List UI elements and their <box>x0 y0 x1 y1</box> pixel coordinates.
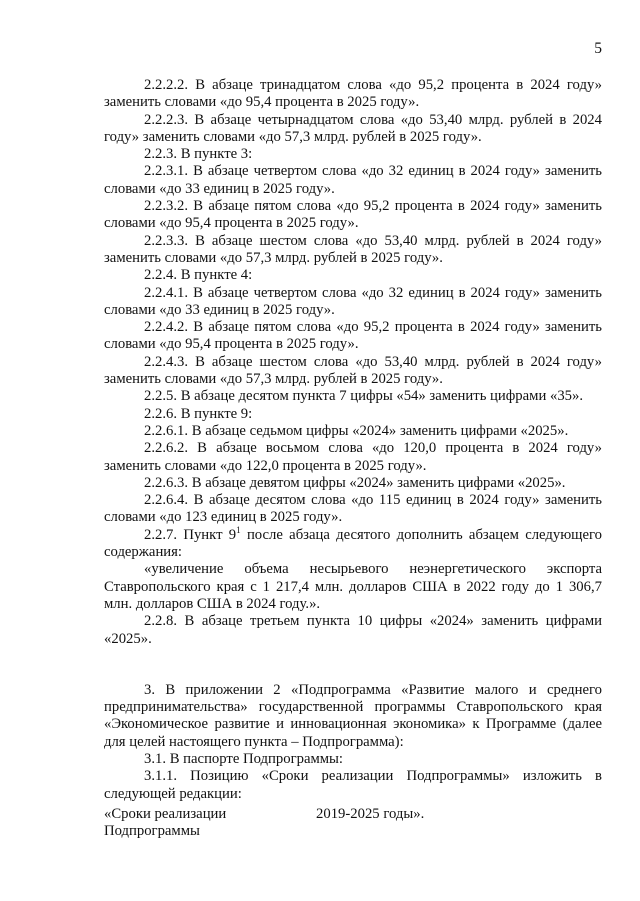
paragraph-2-2-3-1: 2.2.3.1. В абзаце четвертом слова «до 32 единиц в 2024 году» заменить словами «до 33 единиц в 2025 году». <box>104 163 602 197</box>
position-name-line-1: «Сроки реализации <box>104 806 227 822</box>
paragraph-2-2-5: 2.2.5. В абзаце десятом пункта 7 цифры «54» заменить цифрами «35». <box>144 388 584 405</box>
paragraph-2-2-6-2: 2.2.6.2. В абзаце восьмом слова «до 120,0 процента в 2024 году» заменить словами «до 122,0 процента в 2025 году». <box>104 440 602 474</box>
paragraph-2-2-4-2: 2.2.4.2. В абзаце пятом слова «до 95,2 процента в 2024 году» заменить словами «до 95,4 процента в 2025 году». <box>104 319 602 353</box>
paragraph-2-2-3-3: 2.2.3.3. В абзаце шестом слова «до 53,40 млрд. рублей в 2024 году» заменить словами «до 57,3 млрд. рублей в 2025 году». <box>104 232 602 266</box>
passport-position-table <box>104 806 602 841</box>
position-value-cell: 2019-2025 годы». <box>316 806 425 822</box>
paragraph-2-2-4-3: 2.2.4.3. В абзаце шестом слова «до 53,40 млрд. рублей в 2024 году» заменить словами «до 57,3 млрд. рублей в 2025 году». <box>104 353 602 388</box>
paragraph-2-2-2-2: 2.2.2.2. В абзаце тринадцатом слова «до 95,2 процента в 2024 году» заменить словами «до 95,4 процента в 2025 году». <box>104 77 602 111</box>
paragraph-2-2-6-3: 2.2.6.3. В абзаце девятом цифры «2024» заменить цифрами «2025». <box>144 474 566 491</box>
paragraph-2-2-6-4: 2.2.6.4. В абзаце десятом слова «до 115 единиц в 2024 году» заменить словами «до 123 единиц в 2025 году». <box>104 492 602 526</box>
paragraph-3-1: 3.1. В паспорте Подпрограммы: <box>144 750 344 767</box>
table-row <box>104 806 602 841</box>
paragraph-2-2-4-1: 2.2.4.1. В абзаце четвертом слова «до 32 единиц в 2024 году» заменить словами «до 33 единиц в 2025 году». <box>104 284 602 318</box>
superscript-index: 1 <box>236 524 241 535</box>
paragraph-quoted-addition: «увеличение объема несырьевого неэнергетического экспорта Ставропольского края с 1 217,4 млн. долларов США в 2022 году до 1 306,7 млн. долларов США в 2024 году.». <box>104 561 602 612</box>
paragraph-2-2-7 <box>104 524 603 562</box>
document-body <box>104 77 602 803</box>
position-name-line-2: Подпрограммы <box>104 823 200 840</box>
page-number: 5 <box>594 40 602 57</box>
paragraph-2-2-3: 2.2.3. В пункте 3: <box>144 146 253 163</box>
paragraph-2-2-4: 2.2.4. В пункте 4: <box>144 267 253 284</box>
paragraph-2-2-6: 2.2.6. В пункте 9: <box>144 405 253 422</box>
paragraph-3: 3. В приложении 2 «Подпрограмма «Развитие малого и среднего предпринимательства» государственной программы Ставропольского края «Экономическое развитие и инновационная экономика» к Программе (далее для целей настоящего пункта – Подпрограмма): <box>104 681 602 750</box>
paragraph-2-2-7-start: 2.2.7. Пункт 9 <box>144 526 237 543</box>
paragraph-2-2-3-2: 2.2.3.2. В абзаце пятом слова «до 95,2 процента в 2024 году» заменить словами «до 95,4 процента в 2025 году». <box>104 198 602 232</box>
position-name-cell <box>104 806 316 841</box>
paragraph-2-2-8: 2.2.8. В абзаце третьем пункта 10 цифры «2024» заменить цифрами «2025». <box>104 613 602 647</box>
paragraph-2-2-6-1: 2.2.6.1. В абзаце седьмом цифры «2024» заменить цифрами «2025». <box>144 422 569 439</box>
paragraph-3-1-1: 3.1.1. Позицию «Сроки реализации Подпрограммы» изложить в следующей редакции: <box>104 768 602 802</box>
section-spacer <box>104 648 602 682</box>
paragraph-2-2-2-3: 2.2.2.3. В абзаце четырнадцатом слова «до 53,40 млрд. рублей в 2024 году» заменить словами «до 57,3 млрд. рублей в 2025 году». <box>104 111 602 145</box>
paragraph-2-2-7-rest: после абзаца десятого дополнить абзацем следующего содержания: <box>104 526 603 561</box>
